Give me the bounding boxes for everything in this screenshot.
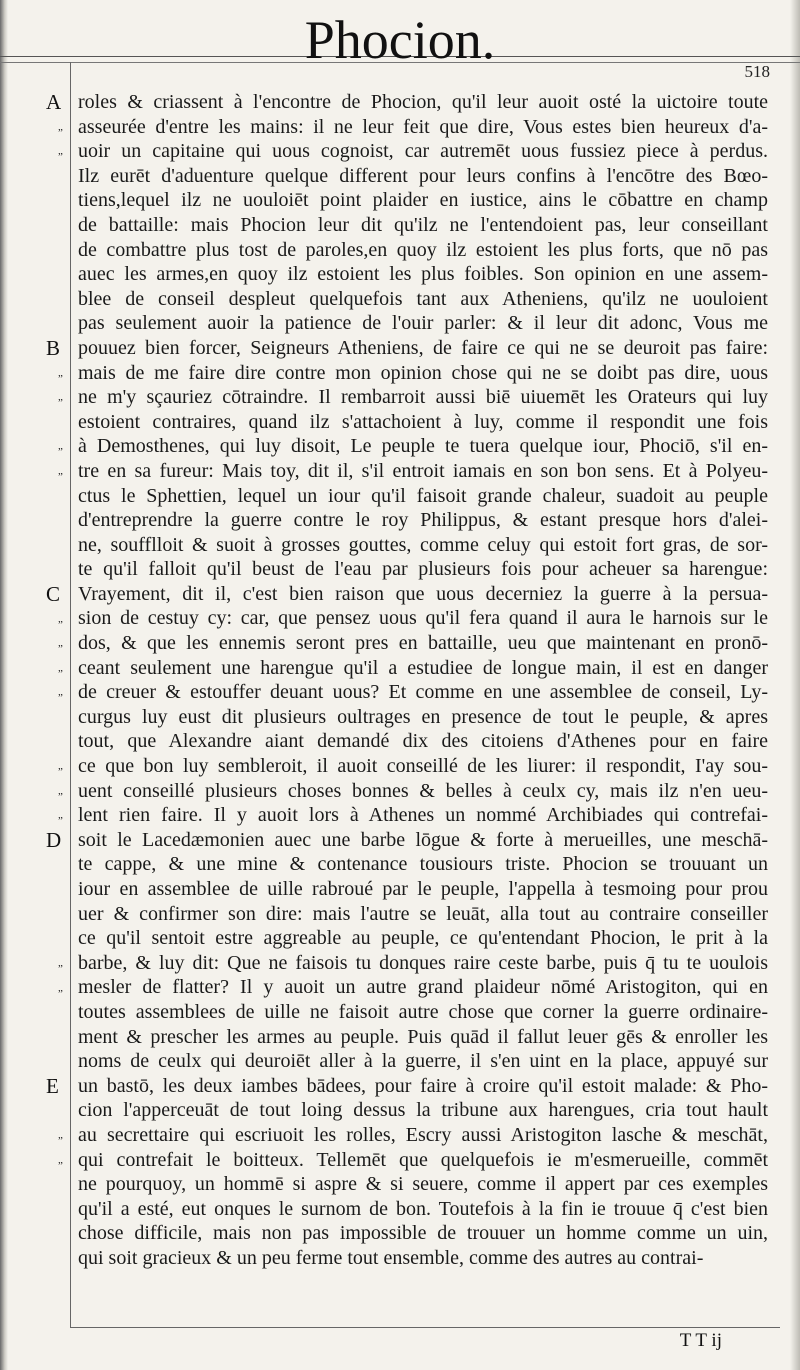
text-line: Ilz eurēt d'aduenture quelque different pour leurs confins à l'encōtre des Bœo- bbox=[78, 164, 768, 187]
margin-quote-mark: „ bbox=[58, 1129, 62, 1142]
text-line: un bastō, les deux iambes bādees, pour faire à croire qu'il estoit malade: & Pho- bbox=[78, 1074, 768, 1097]
margin-quote-mark: „ bbox=[58, 465, 62, 477]
margin-quote-mark: „ bbox=[58, 120, 62, 133]
text-line: tout, que Alexandre aiant demandé dix des citoiens d'Athenes pour en faire bbox=[78, 730, 768, 753]
text-line: iour en assemblee de uille rabroué par le peuple, l'appella à tesmoing pour prou bbox=[78, 878, 768, 900]
text-line: d'entreprendre la guerre contre le roy Philippus, & estant presque hors d'alei- bbox=[78, 509, 768, 532]
text-line: blee de conseil despleut quelquefois tant aux Atheniens, qu'ilz ne uouloient bbox=[78, 287, 768, 310]
text-line: ce que bon luy sembleroit, il auoit conseillé de les liurer: il respondit, I'ay sou- bbox=[78, 755, 768, 778]
text-line: mais de me faire dire contre mon opinion chose qui ne se doibt pas dire, uous bbox=[78, 361, 768, 384]
text-line: auec les armes,en quoy ilz estoient les plus foibles. Son opinion en une assem- bbox=[78, 263, 768, 286]
text-line: te cappe, & une mine & contenance tousiours triste. Phocion se trouuant un bbox=[78, 853, 768, 876]
running-title: Phocion. bbox=[304, 10, 496, 70]
text-line: uoir un capitaine qui uous cognoist, car autremēt uous fussiez piece à perdus. bbox=[78, 140, 768, 163]
margin-quote-mark: „ bbox=[58, 981, 62, 994]
text-line: tre en sa fureur: Mais toy, dit il, s'il entroit iamais en son bon sens. Et à Polyeu- bbox=[78, 459, 768, 482]
text-line: mesler de flatter? Il y auoit un autre grand plaideur nōmé Aristogiton, qui en bbox=[78, 976, 768, 999]
section-letter-a: A bbox=[46, 90, 62, 114]
margin-rule bbox=[70, 62, 71, 1328]
text-line: uer & confirmer son dire: mais l'autre se leuāt, alla tout au contraire conseiller bbox=[78, 902, 768, 925]
main-text-block bbox=[78, 90, 768, 1271]
margin-quote-mark: „ bbox=[58, 366, 62, 379]
text-line: tiens,lequel ilz ne uouloiēt point plaider en iustice, ains le cōbattre en champ bbox=[78, 189, 768, 212]
text-line: ment & prescher les armes au peuple. Puis quād il fallut leuer gēs & enroller les bbox=[78, 1025, 768, 1048]
text-line: qu'il a esté, eut onques le surnom de bon. Toutefois à la fin ie trouue q̄ c'est bien bbox=[78, 1197, 768, 1220]
text-line: barbe, & luy dit: Que ne faisois tu donques raire ceste barbe, puis q̄ tu te uoulois bbox=[78, 951, 768, 974]
margin-quote-mark: „ bbox=[58, 637, 62, 650]
text-line: roles & criassent à l'encontre de Phocion, qu'il leur auoit osté la uictoire toute bbox=[78, 91, 768, 113]
section-letter-d: D bbox=[46, 828, 62, 852]
text-line: te qu'il falloit qu'il beust de l'eau par plusieurs fois pour acheuer sa harengue: bbox=[78, 558, 768, 581]
text-line: ne m'y sçauriez cōtraindre. Il rembarroit aussi biē uiuemēt les Orateurs qui luy bbox=[78, 386, 768, 409]
margin-quote-mark: „ bbox=[58, 612, 62, 625]
text-line: cion l'apperceuāt de tout loing dessus la tribune aux harengues, cria tout hault bbox=[78, 1099, 768, 1122]
text-line: lent rien faire. Il y auoit lors à Athenes un nommé Archibiades qui contrefai- bbox=[78, 804, 768, 827]
text-line: curgus luy eust dit plusieurs oultrages en presence de tout le peuple, & apres bbox=[78, 705, 768, 728]
text-line: pouuez bien forcer, Seigneurs Atheniens, de faire ce qui ne se deuroit pas faire: bbox=[78, 336, 768, 359]
text-line: chose difficile, mais non pas impossible de trouuer un homme comme un uin, bbox=[78, 1222, 768, 1245]
margin-quote-mark: „ bbox=[58, 760, 62, 773]
text-line: ce qu'il sentoit estre aggreable au peuple, ce qu'entendant Phocion, le prit à la bbox=[78, 927, 768, 950]
margin-quote-mark: „ bbox=[58, 686, 62, 699]
text-line: qui soit gracieux & un peu ferme tout ensemble, comme des autres au contrai- bbox=[78, 1246, 704, 1269]
folio-number: 518 bbox=[744, 62, 770, 81]
margin-quote-mark: „ bbox=[58, 440, 62, 453]
section-letter-e: E bbox=[46, 1074, 59, 1098]
text-line: au secrettaire qui escriuoit les rolles, Escry aussi Aristogiton lasche & meschāt, bbox=[78, 1123, 768, 1146]
text-line: uent conseillé plusieurs choses bonnes & belles à ceulx cy, mais ilz n'en ueu- bbox=[78, 779, 768, 802]
page-binding-shadow bbox=[0, 0, 8, 1370]
text-line: estoient contraires, quand ilz s'attachoient à luy, comme il respondit une fois bbox=[78, 410, 768, 433]
signature-mark: T T ij bbox=[679, 1330, 722, 1351]
text-line: de battaille: mais Phocion leur dit qu'ilz ne l'entendoient pas, leur conseillant bbox=[78, 213, 768, 236]
text-line: noms de ceulx qui deuroiēt aller à la guerre, il s'en uint en la place, appuyé sur bbox=[78, 1050, 768, 1073]
text-line: dos, & que les ennemis seront pres en battaille, ueu que maintenant en pronō- bbox=[78, 632, 768, 655]
margin-quote-mark: „ bbox=[58, 391, 62, 404]
text-line: soit le Lacedæmonien auec une barbe lōgue & forte à merueilles, une meschā- bbox=[78, 828, 768, 851]
section-letter-b: B bbox=[46, 336, 61, 360]
margin-quote-mark: „ bbox=[58, 784, 62, 797]
margin-quote-mark: „ bbox=[58, 809, 62, 822]
text-line: toutes assemblees de uille ne faisoit autre chose que corner la guerre ordinaire- bbox=[78, 1000, 768, 1023]
section-letter-c: C bbox=[46, 582, 61, 606]
margin-quote-mark: „ bbox=[58, 145, 62, 158]
text-line: ceant seulement une harengue qu'il a estudiee de longue main, il est en danger bbox=[78, 656, 768, 679]
text-line: qui contrefait le boitteux. Tellemēt que quelquefois ie m'esmerueille, commēt bbox=[78, 1148, 768, 1171]
text-line: de combattre plus tost de paroles,en quoy ilz estoient les plus forts, que nō pas bbox=[78, 238, 768, 261]
text-line: à Demosthenes, qui luy disoit, Le peuple te tuera quelque iour, Phociō, s'il en- bbox=[78, 435, 768, 458]
text-line: ne, soufflloit & suoit à grosses gouttes, comme celuy qui estoit fort gras, de sor- bbox=[78, 533, 768, 556]
text-line: asseurée d'entre les mains: il ne leur feit que dire, Vous estes bien heureux d'a- bbox=[78, 115, 768, 138]
text-line: sion de cestuy cy: car, que pensez uous qu'il fera quand il aura le harnois sur le bbox=[78, 607, 768, 630]
margin-quote-mark: „ bbox=[58, 661, 62, 674]
text-line: pas seulement auoir la patience de l'ouir parler: & il leur dit adonc, Vous me bbox=[78, 312, 768, 335]
text-line: de creuer & estouffer deuant uous? Et comme en une assemblee de conseil, Ly- bbox=[78, 681, 768, 704]
page-edge-shadow bbox=[790, 0, 800, 1370]
margin-quote-mark: „ bbox=[58, 1153, 62, 1166]
text-line: ne pourquoy, un hommē si aspre & si seuere, comme il appert par ces exemples bbox=[78, 1173, 768, 1196]
margin-quote-mark: „ bbox=[58, 957, 62, 969]
text-line: ctus le Sphettien, lequel un iour qu'il faisoit grande chaleur, suadoit au peuple bbox=[78, 484, 768, 507]
text-line: Vrayement, dit il, c'est bien raison que uous decerniez la guerre à la persua- bbox=[78, 582, 768, 605]
footer-rule bbox=[70, 1327, 780, 1328]
